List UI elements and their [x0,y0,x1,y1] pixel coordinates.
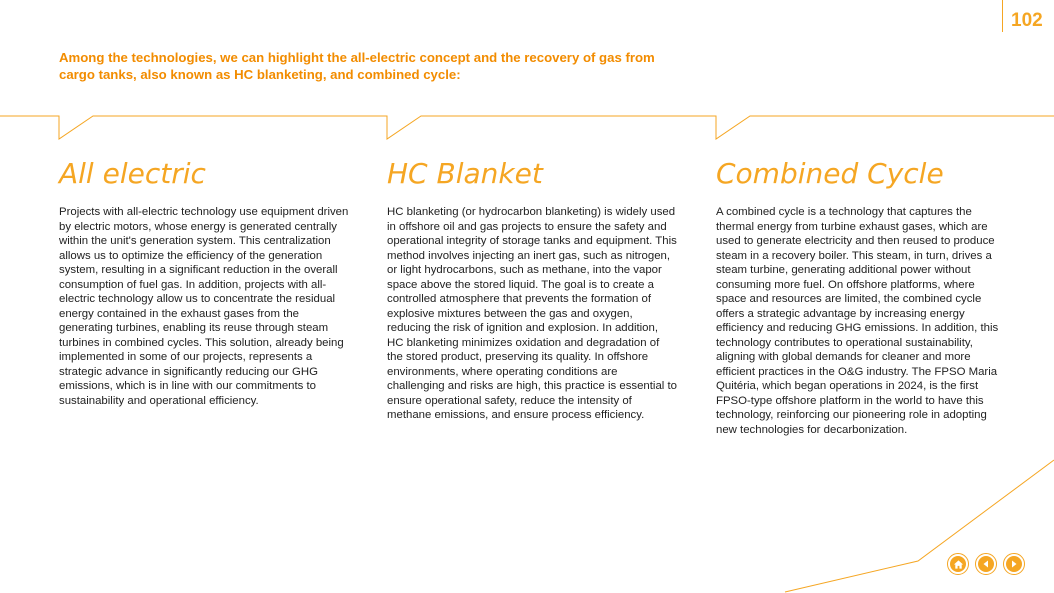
page-number: 102 [1002,0,1054,32]
column-body: A combined cycle is a technology that captures the thermal energy from turbine exhaust gases, which are used to generate electricity and then reused to produce steam in a recovery boiler. This steam, in turn, drives a steam turbine, generating additional power without consuming more fuel. On offshore platforms, where space and resources are limited, the combined cycle offers a strategic advantage by increasing energy efficiency and reducing GHG emissions. In addition, this technology contributes to operational sustainability, aligning with global demands for cleaner and more efficient practices in the O&G industry. The FPSO Maria Quitéria, which began operations in 2024, is the first FPSO-type offshore platform in the world to have this technology, reinforcing our pioneering role in adopting new technologies for decarbonization. [716,206,999,436]
column-body: Projects with all-electric technology use equipment driven by electric motors, whose energy is generated centrally within the unit's generation system. This centralization allows us to optimize the efficiency of the generation system, resulting in a significant reduction in the overall consumption of fuel gas. In addition, projects with all-electric technology allow us to concentrate the residual energy contained in the exhaust gases from the generating turbines, enabling its reuse through steam turbines in combined cycles. This solution, already being implemented in some of our projects, represents a strategic advance in significantly reducing our GHG emissions, which is in line with our commitments to sustainability and operational efficiency. [59,206,349,407]
column-title: Combined Cycle [716,157,944,190]
column-hc-blanket [387,156,677,423]
intro-text: Among the technologies, we can highlight the all-electric concept and the recovery of gas from cargo tanks, also known as HC blanketing, and combined cycle: [59,50,655,82]
column-combined-cycle [716,156,1006,437]
navigation-controls [947,553,1025,575]
column-all-electric [59,156,349,408]
home-button[interactable] [947,553,969,575]
previous-arrow-icon [981,559,991,569]
home-icon [953,559,964,570]
column-title: All electric [59,157,206,190]
next-arrow-icon [1009,559,1019,569]
next-page-button[interactable] [1003,553,1025,575]
column-title: HC Blanket [387,157,543,190]
previous-page-button[interactable] [975,553,997,575]
column-body: HC blanketing (or hydrocarbon blanketing) is widely used in offshore oil and gas projects to ensure the safety and operational integrity of storage tanks and equipment. This method involves injecting an inert gas, such as nitrogen, or light hydrocarbons, such as methane, into the vapor space above the stored liquid. The goal is to create a controlled atmosphere that prevents the formation of explosive mixtures between the gas and oxygen, reducing the risk of ignition and explosion. In addition, HC blanketing minimizes oxidation and degradation of the stored product, preserving its quality. In offshore environments, where operating conditions are challenging and risks are high, this practice is essential to ensure operational safety, reduce the intensity of methane emissions, and ensure process efficiency. [387,206,677,421]
divider-line-1 [0,116,1054,139]
